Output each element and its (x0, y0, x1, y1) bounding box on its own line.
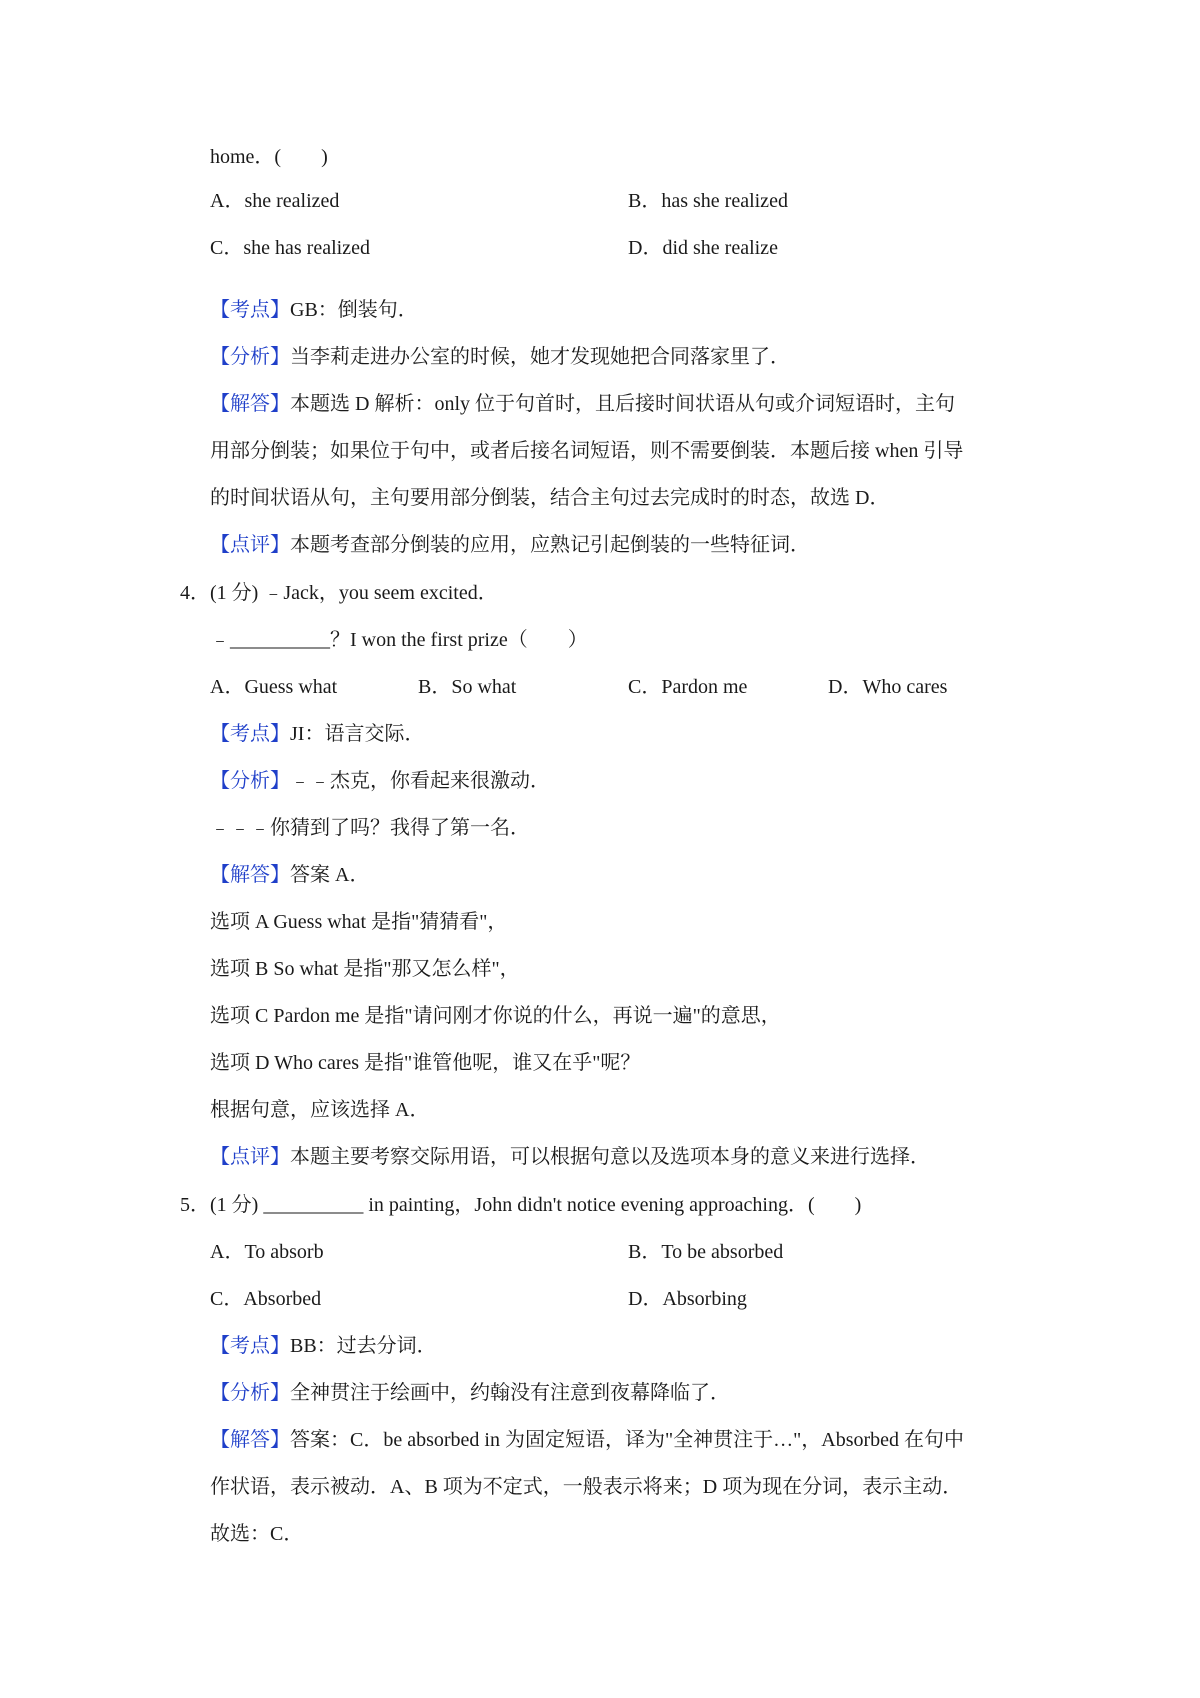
jieda-line-1 (210, 389, 955, 419)
question-4-stem-2: ﹣__________？I won the first prize（ ） (210, 629, 588, 651)
kaodian-tag: 【考点】 (210, 299, 290, 321)
option-b: B．So what (418, 676, 517, 698)
dianping-line (210, 1142, 930, 1172)
dianping-tag: 【点评】 (210, 1146, 290, 1168)
fenxi-tag: 【分析】 (210, 346, 290, 368)
option-d: D．did she realize (628, 237, 778, 259)
jieda-line-3: 故选：C． (210, 1523, 304, 1545)
question-5-stem: 5．(1 分) __________ in painting，John didn't notice evening approaching．( ) (180, 1194, 862, 1216)
option-c: C．she has realized (210, 237, 370, 259)
kaodian-line (210, 295, 418, 325)
option-a: A．she realized (210, 190, 340, 212)
dianping-tag: 【点评】 (210, 534, 290, 556)
jieda-line-2: 作状语，表示被动．A、B 项为不定式，一般表示将来；D 项为现在分词，表示主动． (210, 1476, 963, 1498)
jieda-tag: 【解答】 (210, 1429, 290, 1451)
explain-line: 选项 D Who cares 是指"谁管他呢，谁又在乎"呢？ (210, 1052, 641, 1074)
option-d: D．Absorbing (628, 1288, 747, 1310)
dianping-text: 本题主要考察交际用语，可以根据句意以及选项本身的意义来进行选择． (290, 1146, 930, 1168)
kaodian-text: GB：倒装句． (290, 299, 418, 321)
jieda-line-1 (210, 1425, 964, 1455)
explain-line: 根据句意，应该选择 A． (210, 1099, 430, 1121)
kaodian-tag: 【考点】 (210, 723, 290, 745)
option-b: B．To be absorbed (628, 1241, 784, 1263)
option-b: B．has she realized (628, 190, 788, 212)
jieda-tag: 【解答】 (210, 393, 290, 415)
jieda-text-1: 本题选 D 解析：only 位于句首时，且后接时间状语从句或介词短语时，主句 (290, 393, 955, 415)
kaodian-tag: 【考点】 (210, 1335, 290, 1357)
fenxi-tag: 【分析】 (210, 770, 290, 792)
option-d: D．Who cares (828, 676, 948, 698)
kaodian-text: BB：过去分词． (290, 1335, 437, 1357)
explain-line: 选项 A Guess what 是指"猜猜看"， (210, 911, 508, 933)
fenxi-text: 全神贯注于绘画中，约翰没有注意到夜幕降临了． (290, 1382, 730, 1404)
jieda-text-1: 答案：C．be absorbed in 为固定短语，译为"全神贯注于…"，Absorbed 在句中 (290, 1429, 965, 1451)
kaodian-line (210, 1331, 437, 1361)
kaodian-text: JI：语言交际． (290, 723, 425, 745)
question-4-stem: 4．(1 分) ﹣Jack，you seem excited． (180, 582, 498, 604)
fenxi-text: ﹣﹣杰克，你看起来很激动． (290, 770, 550, 792)
option-c: C．Absorbed (210, 1288, 322, 1310)
explain-line: 选项 C Pardon me 是指"请问刚才你说的什么，再说一遍"的意思， (210, 1005, 781, 1027)
jieda-line (210, 860, 369, 890)
fenxi-line (210, 342, 790, 372)
fenxi-line-2: ﹣﹣﹣你猜到了吗？我得了第一名． (210, 817, 530, 839)
dianping-text: 本题考查部分倒装的应用，应熟记引起倒装的一些特征词． (290, 534, 810, 556)
jieda-text: 答案 A． (290, 864, 370, 886)
explain-line: 选项 B So what 是指"那又怎么样"， (210, 958, 520, 980)
jieda-line-2: 用部分倒装；如果位于句中，或者后接名词短语，则不需要倒装．本题后接 when 引导 (210, 440, 964, 462)
kaodian-line (210, 719, 424, 749)
jieda-tag: 【解答】 (210, 864, 290, 886)
fenxi-line (210, 1378, 730, 1408)
option-a: A．Guess what (210, 676, 338, 698)
option-a: A．To absorb (210, 1241, 324, 1263)
fenxi-tag: 【分析】 (210, 1382, 290, 1404)
option-c: C．Pardon me (628, 676, 748, 698)
fenxi-line (210, 766, 550, 796)
dianping-line (210, 530, 810, 560)
jieda-line-3: 的时间状语从句，主句要用部分倒装，结合主句过去完成时的时态，故选 D． (210, 487, 890, 509)
question-stem-tail: home．( ) (210, 146, 328, 168)
fenxi-text: 当李莉走进办公室的时候，她才发现她把合同落家里了． (290, 346, 790, 368)
